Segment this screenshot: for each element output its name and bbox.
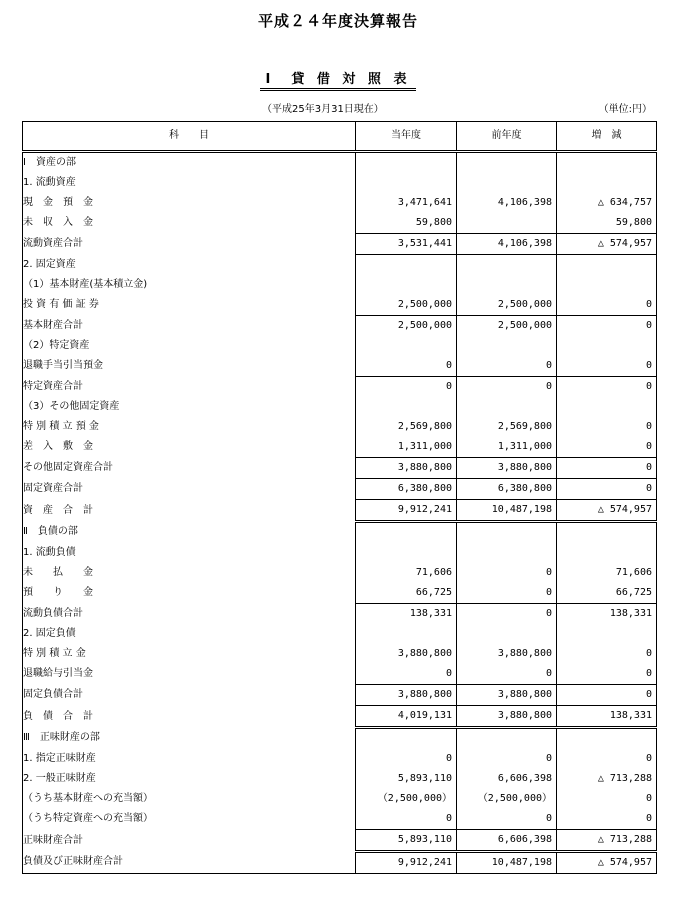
current-year-cell	[356, 624, 457, 644]
row-label: （3）その他固定資産	[23, 397, 356, 417]
change-cell: 0	[557, 789, 657, 809]
table-row	[23, 417, 657, 437]
previous-year-cell	[457, 728, 557, 750]
previous-year-cell: （2,500,000）	[457, 789, 557, 809]
current-year-cell: 0	[356, 377, 457, 398]
change-cell: △ 713,288	[557, 830, 657, 852]
previous-year-cell: 4,106,398	[457, 234, 557, 255]
change-cell: 138,331	[557, 604, 657, 625]
table-row	[23, 377, 657, 398]
previous-year-cell: 0	[457, 604, 557, 625]
table-row	[23, 563, 657, 583]
change-cell: 0	[557, 316, 657, 337]
page-title: 平成２４年度決算報告	[257, 12, 418, 30]
row-label: 投 資 有 価 証 券	[23, 295, 356, 316]
table-row	[23, 522, 657, 544]
current-year-cell	[356, 336, 457, 356]
current-year-cell: 0	[356, 664, 457, 685]
current-year-cell: 6,380,800	[356, 479, 457, 500]
current-year-cell: （2,500,000）	[356, 789, 457, 809]
change-cell: 0	[557, 417, 657, 437]
current-year-cell: 0	[356, 356, 457, 377]
previous-year-cell: 3,880,800	[457, 685, 557, 706]
current-year-cell: 2,500,000	[356, 295, 457, 316]
row-label: 基本財産合計	[23, 316, 356, 337]
change-cell: 0	[557, 809, 657, 830]
row-label: 現 金 預 金	[23, 193, 356, 213]
table-row	[23, 604, 657, 625]
current-year-cell: 2,569,800	[356, 417, 457, 437]
change-cell: 59,800	[557, 213, 657, 234]
change-cell	[557, 624, 657, 644]
table-row	[23, 316, 657, 337]
table-row	[23, 685, 657, 706]
column-header-change: 増 減	[557, 122, 657, 152]
change-cell	[557, 522, 657, 544]
row-label: 1. 指定正味財産	[23, 749, 356, 769]
previous-year-cell: 2,500,000	[457, 316, 557, 337]
previous-year-cell	[457, 275, 557, 295]
table-row	[23, 500, 657, 522]
current-year-cell: 2,500,000	[356, 316, 457, 337]
change-cell: 0	[557, 479, 657, 500]
row-label: Ⅰ 資産の部	[23, 152, 356, 174]
table-row	[23, 173, 657, 193]
current-year-cell	[356, 728, 457, 750]
previous-year-cell: 10,487,198	[457, 500, 557, 522]
row-label: 退職手当引当預金	[23, 356, 356, 377]
row-label: 差 入 敷 金	[23, 437, 356, 458]
previous-year-cell: 3,880,800	[457, 706, 557, 728]
row-label: （うち特定資産への充当額）	[23, 809, 356, 830]
current-year-cell: 9,912,241	[356, 500, 457, 522]
table-row	[23, 706, 657, 728]
change-cell	[557, 255, 657, 276]
current-year-cell	[356, 255, 457, 276]
previous-year-cell: 0	[457, 563, 557, 583]
table-row	[23, 749, 657, 769]
row-label: 正味財産合計	[23, 830, 356, 852]
previous-year-cell: 6,380,800	[457, 479, 557, 500]
table-row	[23, 624, 657, 644]
current-year-cell: 5,893,110	[356, 830, 457, 852]
change-cell: 0	[557, 644, 657, 664]
current-year-cell	[356, 397, 457, 417]
row-label: （2）特定資産	[23, 336, 356, 356]
change-cell: 0	[557, 295, 657, 316]
change-cell	[557, 275, 657, 295]
previous-year-cell: 1,311,000	[457, 437, 557, 458]
current-year-cell: 9,912,241	[356, 852, 457, 874]
current-year-cell: 4,019,131	[356, 706, 457, 728]
row-label: 未 払 金	[23, 563, 356, 583]
current-year-cell: 0	[356, 809, 457, 830]
change-cell: △ 574,957	[557, 852, 657, 874]
current-year-cell	[356, 543, 457, 563]
row-label: 負債及び正味財産合計	[23, 852, 356, 874]
current-year-cell: 1,311,000	[356, 437, 457, 458]
current-year-cell: 0	[356, 749, 457, 769]
change-cell: 66,725	[557, 583, 657, 604]
previous-year-cell	[457, 397, 557, 417]
row-label: 特 別 積 立 金	[23, 644, 356, 664]
previous-year-cell: 0	[457, 664, 557, 685]
change-cell: △ 574,957	[557, 500, 657, 522]
row-label: 特 別 積 立 預 金	[23, 417, 356, 437]
row-label: Ⅱ 負債の部	[23, 522, 356, 544]
previous-year-cell: 0	[457, 356, 557, 377]
change-cell	[557, 543, 657, 563]
table-header-row	[23, 122, 657, 152]
column-header-item: 科 目	[23, 122, 356, 152]
current-year-cell: 5,893,110	[356, 769, 457, 789]
previous-year-cell	[457, 152, 557, 174]
current-year-cell: 3,880,800	[356, 644, 457, 664]
current-year-cell: 3,880,800	[356, 685, 457, 706]
table-row	[23, 644, 657, 664]
row-label: 資 産 合 計	[23, 500, 356, 522]
current-year-cell: 71,606	[356, 563, 457, 583]
table-row	[23, 479, 657, 500]
previous-year-cell: 3,880,800	[457, 644, 557, 664]
column-header-previous-year: 前年度	[457, 122, 557, 152]
current-year-cell	[356, 152, 457, 174]
previous-year-cell: 2,500,000	[457, 295, 557, 316]
table-row	[23, 234, 657, 255]
row-label: 退職給与引当金	[23, 664, 356, 685]
change-cell: 0	[557, 377, 657, 398]
table-row	[23, 809, 657, 830]
table-row	[23, 830, 657, 852]
current-year-cell: 3,531,441	[356, 234, 457, 255]
row-label: Ⅲ 正味財産の部	[23, 728, 356, 750]
row-label: 流動資産合計	[23, 234, 356, 255]
table-row	[23, 193, 657, 213]
current-year-cell: 138,331	[356, 604, 457, 625]
previous-year-cell	[457, 213, 557, 234]
section-title	[0, 68, 676, 87]
current-year-cell	[356, 275, 457, 295]
table-row	[23, 356, 657, 377]
table-row	[23, 583, 657, 604]
previous-year-cell: 0	[457, 809, 557, 830]
row-label: 2. 一般正味財産	[23, 769, 356, 789]
change-cell: △ 574,957	[557, 234, 657, 255]
row-label: 1. 流動負債	[23, 543, 356, 563]
previous-year-cell: 6,606,398	[457, 830, 557, 852]
current-year-cell: 3,471,641	[356, 193, 457, 213]
previous-year-cell	[457, 522, 557, 544]
previous-year-cell	[457, 336, 557, 356]
change-cell: 0	[557, 458, 657, 479]
current-year-cell	[356, 522, 457, 544]
table-row	[23, 769, 657, 789]
table-row	[23, 397, 657, 417]
row-label: 2. 固定負債	[23, 624, 356, 644]
table-row	[23, 255, 657, 276]
row-label: 1. 流動資産	[23, 173, 356, 193]
current-year-cell: 59,800	[356, 213, 457, 234]
unit-note: （単位:円）	[598, 104, 652, 115]
table-row	[23, 152, 657, 174]
table-row	[23, 789, 657, 809]
table-row	[23, 664, 657, 685]
previous-year-cell: 6,606,398	[457, 769, 557, 789]
previous-year-cell: 0	[457, 749, 557, 769]
date-note: （平成25年3月31日現在）	[262, 104, 384, 115]
balance-sheet-table	[22, 121, 657, 874]
previous-year-cell	[457, 624, 557, 644]
row-label: 負 債 合 計	[23, 706, 356, 728]
row-label: 固定負債合計	[23, 685, 356, 706]
current-year-cell	[356, 173, 457, 193]
change-cell: 138,331	[557, 706, 657, 728]
previous-year-cell: 3,880,800	[457, 458, 557, 479]
change-cell	[557, 728, 657, 750]
change-cell: 0	[557, 437, 657, 458]
previous-year-cell	[457, 543, 557, 563]
table-row	[23, 336, 657, 356]
change-cell: 71,606	[557, 563, 657, 583]
row-label: 預 り 金	[23, 583, 356, 604]
change-cell: △ 713,288	[557, 769, 657, 789]
current-year-cell: 3,880,800	[356, 458, 457, 479]
previous-year-cell: 4,106,398	[457, 193, 557, 213]
previous-year-cell: 10,487,198	[457, 852, 557, 874]
change-cell	[557, 336, 657, 356]
previous-year-cell: 2,569,800	[457, 417, 557, 437]
change-cell	[557, 173, 657, 193]
change-cell: 0	[557, 356, 657, 377]
row-label: 固定資産合計	[23, 479, 356, 500]
table-row	[23, 543, 657, 563]
change-cell: 0	[557, 664, 657, 685]
table-row	[23, 295, 657, 316]
row-label: （1）基本財産(基本積立金)	[23, 275, 356, 295]
change-cell	[557, 397, 657, 417]
table-row	[23, 458, 657, 479]
table-row	[23, 213, 657, 234]
previous-year-cell: 0	[457, 583, 557, 604]
previous-year-cell	[457, 255, 557, 276]
row-label: 流動負債合計	[23, 604, 356, 625]
row-label: （うち基本財産への充当額）	[23, 789, 356, 809]
table-row	[23, 852, 657, 874]
current-year-cell: 66,725	[356, 583, 457, 604]
previous-year-cell: 0	[457, 377, 557, 398]
row-label: 特定資産合計	[23, 377, 356, 398]
column-header-current-year: 当年度	[356, 122, 457, 152]
table-row	[23, 728, 657, 750]
change-cell: △ 634,757	[557, 193, 657, 213]
row-label: 2. 固定資産	[23, 255, 356, 276]
section-title-text: Ⅰ 貸 借 対 照 表	[260, 72, 417, 91]
change-cell: 0	[557, 749, 657, 769]
previous-year-cell	[457, 173, 557, 193]
change-cell	[557, 152, 657, 174]
table-row	[23, 275, 657, 295]
row-label: 未 収 入 金	[23, 213, 356, 234]
row-label: その他固定資産合計	[23, 458, 356, 479]
table-row	[23, 437, 657, 458]
change-cell: 0	[557, 685, 657, 706]
